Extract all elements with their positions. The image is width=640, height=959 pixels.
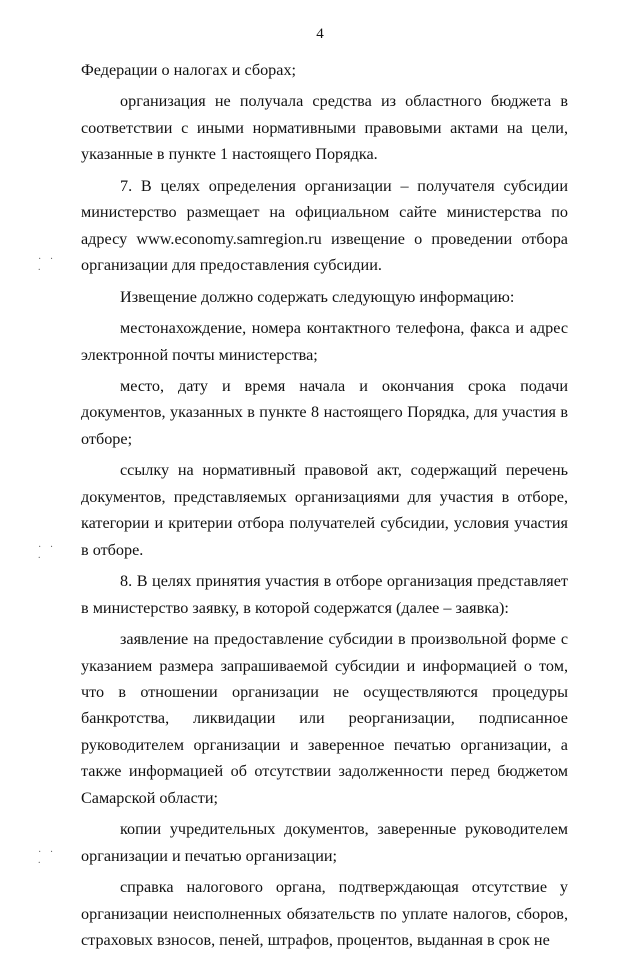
paragraph: Извещение должно содержать следующую информацию: (120, 287, 515, 306)
paragraph: Федерации о налогах и сборах; (81, 61, 297, 79)
paragraph: место, дату и время начала и окончания срока подачи документов, указанных в пункте 8 настоящего Порядка, для участия в отборе; (81, 376, 568, 448)
paragraph: местонахождение, номера контактного телефона, факса и адрес электронной почты министерства; (81, 319, 568, 364)
paragraph: копии учредительных документов, заверенные руководителем организации и печатью организации; (81, 820, 568, 865)
margin-scan-mark: · · . (38, 542, 57, 561)
paragraph: заявление на предоставление субсидии в произвольной форме с указанием размера запрашиваемой субсидии и информацией о том, что в отношении организации не осуществляются процедуры банкротства, ликвидации или реорганизации, подписанное руководителем организации и заверенное печатью организации, а также информацией об отсутствии задолженности перед бюджетом Самарской области; (81, 630, 568, 807)
paragraph: организация не получала средства из областного бюджета в соответствии с иными нормативными правовыми актами на цели, указанные в пункте 1 настоящего Порядка. (81, 92, 568, 164)
margin-scan-mark: · · . (38, 847, 57, 866)
paragraph: справка налогового органа, подтверждающая отсутствие у организации неисполненных обязательств по уплате налогов, сборов, страховых взносов, пеней, штрафов, процентов, выданная в срок не (81, 878, 568, 950)
document-body (81, 57, 568, 959)
paragraph: ссылку на нормативный правовой акт, содержащий перечень документов, представляемых организациями для участия в отборе, категории и критерии отбора получателей субсидии, условия участия в отборе. (81, 461, 568, 559)
paragraph: 7. В целях определения организации – получателя субсидии министерство размещает на официальном сайте министерства по адресу www.economy.samregion.ru извещение о проведении отбора организации для предоставления субсидии. (81, 176, 568, 275)
margin-scan-mark: · · . (38, 254, 57, 273)
paragraph: 8. В целях принятия участия в отборе организация представляет в министерство заявку, в которой содержатся (далее – заявка): (81, 572, 568, 617)
page-number: 4 (316, 26, 324, 42)
